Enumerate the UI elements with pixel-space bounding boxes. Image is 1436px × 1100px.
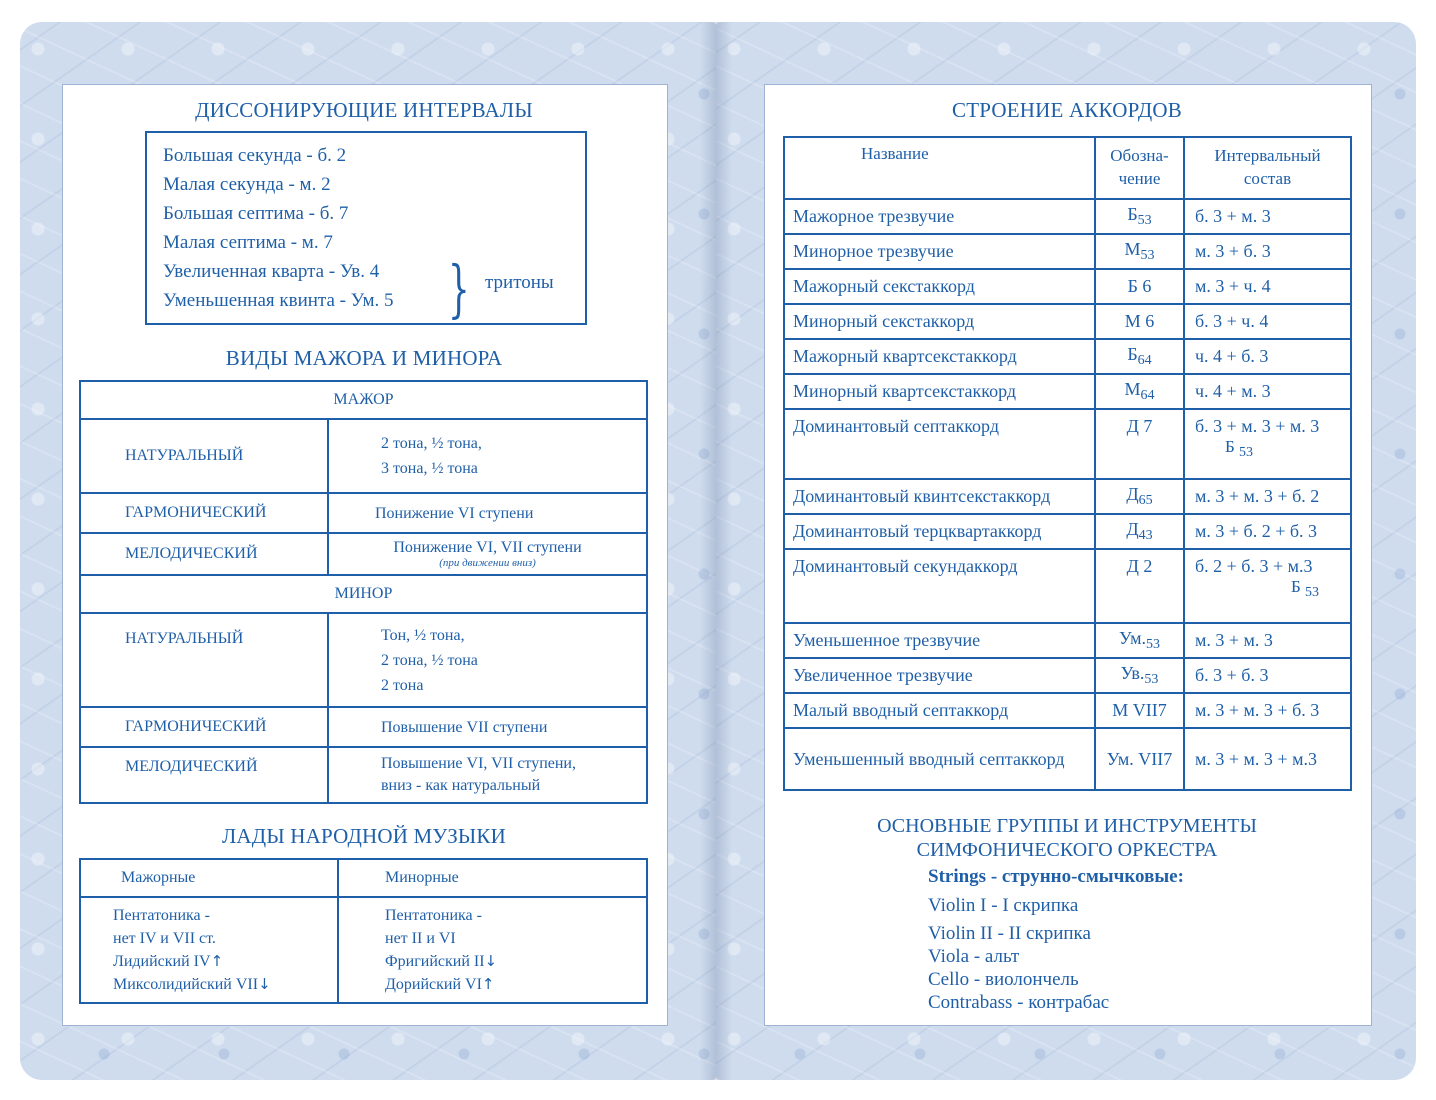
chord-name: Доминантовый терцквартаккорд bbox=[784, 514, 1095, 549]
dissonant-intervals-box bbox=[145, 131, 587, 325]
chord-symbol-figures: 65 bbox=[1138, 493, 1153, 508]
chord-symbol: М 6 bbox=[1095, 304, 1184, 339]
chord-symbol: $М_{64}$ bbox=[1095, 374, 1184, 409]
chord-row bbox=[784, 658, 1351, 693]
minor-section-header: МИНОР bbox=[80, 575, 647, 613]
chord-sub-triad: Б $_{53}$ bbox=[1291, 577, 1320, 600]
major-harmonic-label: ГАРМОНИЧЕСКИЙ bbox=[80, 493, 328, 533]
minor-natural-line: Тон, ½ тона, bbox=[381, 626, 465, 644]
major-minor-table bbox=[79, 380, 648, 804]
chord-composition: б. 3 + б. 3 bbox=[1184, 658, 1351, 693]
folk-major-cell bbox=[80, 897, 338, 1003]
chord-composition: м. 3 + б. 3 bbox=[1184, 234, 1351, 269]
chord-name: Уменьшенный вводный септаккорд bbox=[784, 728, 1095, 790]
folk-major-header: Мажорные bbox=[80, 859, 338, 897]
major-natural-line: 3 тона, ½ тона bbox=[381, 460, 478, 477]
interval-row: Уменьшенная квинта - Ум. 5 bbox=[163, 290, 394, 311]
instrument-item: Violin I - I скрипка bbox=[928, 895, 1079, 916]
chord-name: Увеличенное трезвучие bbox=[784, 658, 1095, 693]
chord-name: Минорный квартсекстаккорд bbox=[784, 374, 1095, 409]
arrow-up-icon: ↑ bbox=[481, 975, 495, 993]
folk-major-line: Пентатоника - bbox=[113, 907, 210, 924]
minor-natural-line: 2 тона bbox=[381, 676, 424, 694]
major-natural-desc bbox=[328, 419, 647, 493]
chord-name: Мажорное трезвучие bbox=[784, 199, 1095, 234]
chord-composition: м. 3 + м. 3 + м.3 bbox=[1184, 728, 1351, 790]
chord-row bbox=[784, 234, 1351, 269]
chord-symbol: $Б_{53}$ bbox=[1095, 199, 1184, 234]
chord-name: Мажорный секстаккорд bbox=[784, 269, 1095, 304]
major-section-header: МАЖОР bbox=[80, 381, 647, 419]
major-natural-line: 2 тона, ½ тона, bbox=[381, 435, 482, 452]
instrument-item: Contrabass - контрабас bbox=[928, 992, 1110, 1013]
chord-row bbox=[784, 269, 1351, 304]
instrument-item: Viola - альт bbox=[928, 946, 1020, 967]
chords-table bbox=[783, 136, 1352, 791]
chord-composition: б. 3 + м. 3 bbox=[1184, 199, 1351, 234]
chord-symbol: Д 2 bbox=[1095, 549, 1184, 623]
folk-minor-cell bbox=[338, 897, 647, 1003]
header-symbol: Обозна- чение bbox=[1095, 137, 1184, 199]
chord-name: Доминантовый квинтсекстаккорд bbox=[784, 479, 1095, 514]
minor-harmonic-desc: Повышение VII ступени bbox=[328, 707, 647, 747]
folk-minor-line: нет II и VI bbox=[385, 930, 456, 947]
chord-row bbox=[784, 623, 1351, 658]
chord-row bbox=[784, 304, 1351, 339]
folk-major-line: Лидийский IV↑ bbox=[113, 952, 224, 970]
chord-composition: б. 3 + м. 3 + м. 3 Б $_{53}$ bbox=[1184, 409, 1351, 479]
book-spine bbox=[700, 22, 732, 1080]
folk-minor-line: Пентатоника - bbox=[385, 907, 482, 924]
header-name: Название bbox=[784, 137, 1095, 199]
instrument-item: Cello - виолончель bbox=[928, 969, 1079, 990]
chord-name: Мажорный квартсекстаккорд bbox=[784, 339, 1095, 374]
arrow-down-icon: ↓ bbox=[484, 952, 498, 970]
chord-symbol-figures: 43 bbox=[1138, 528, 1153, 543]
major-harmonic-desc: Понижение VI ступени bbox=[328, 493, 647, 533]
chord-composition: б. 3 + ч. 4 bbox=[1184, 304, 1351, 339]
chord-symbol: $Д_{43}$ bbox=[1095, 514, 1184, 549]
chord-composition: м. 3 + б. 2 + б. 3 bbox=[1184, 514, 1351, 549]
orchestra-title-line1: ОСНОВНЫЕ ГРУППЫ И ИНСТРУМЕНТЫ bbox=[877, 815, 1257, 837]
folk-modes-title: ЛАДЫ НАРОДНОЙ МУЗЫКИ bbox=[221, 824, 507, 848]
dissonant-intervals-title: ДИССОНИРУЮЩИЕ ИНТЕРВАЛЫ bbox=[195, 98, 533, 122]
chord-symbol: $Б_{64}$ bbox=[1095, 339, 1184, 374]
chord-row bbox=[784, 409, 1351, 479]
folk-minor-line: Дорийский VI↑ bbox=[385, 975, 495, 993]
chord-composition: м. 3 + м. 3 + б. 3 bbox=[1184, 693, 1351, 728]
chord-composition: ч. 4 + б. 3 bbox=[1184, 339, 1351, 374]
minor-natural-line: 2 тона, ½ тона bbox=[381, 651, 478, 669]
chord-name: Минорный секстаккорд bbox=[784, 304, 1095, 339]
chord-symbol: Д 7 bbox=[1095, 409, 1184, 479]
folk-minor-line: Фригийский II↓ bbox=[385, 952, 498, 970]
chord-symbol-figures: 53 bbox=[1144, 672, 1159, 687]
chord-symbol: $Д_{65}$ bbox=[1095, 479, 1184, 514]
strings-group-label: Strings - струнно-смычковые: bbox=[928, 866, 1184, 887]
chord-symbol-figures: 64 bbox=[1140, 388, 1155, 403]
major-natural-label: НАТУРАЛЬНЫЙ bbox=[80, 419, 328, 493]
folk-major-line: нет IV и VII ст. bbox=[113, 930, 216, 947]
folk-modes-table bbox=[79, 858, 648, 1004]
minor-melodic-desc bbox=[328, 747, 647, 803]
minor-harmonic-label: ГАРМОНИЧЕСКИЙ bbox=[80, 707, 328, 747]
chord-row bbox=[784, 514, 1351, 549]
chord-symbol: $Ув._{53}$ bbox=[1095, 658, 1184, 693]
minor-natural-desc bbox=[328, 613, 647, 707]
arrow-down-icon: ↓ bbox=[258, 975, 271, 993]
chord-row bbox=[784, 479, 1351, 514]
chord-composition: б. 2 + б. 3 + м.3 Б $_{53}$ bbox=[1184, 549, 1351, 623]
chord-symbol: $Ум._{53}$ bbox=[1095, 623, 1184, 658]
major-melodic-note: (при движении вниз) bbox=[439, 557, 536, 569]
chord-symbol: $М_{53}$ bbox=[1095, 234, 1184, 269]
major-melodic-text: Понижение VI, VII ступени bbox=[393, 539, 582, 556]
folk-major-line: Миксолидийский VII↓ bbox=[113, 975, 271, 993]
interval-row: Малая септима - м. 7 bbox=[163, 232, 333, 253]
tritones-label: тритоны bbox=[485, 272, 554, 293]
minor-melodic-line: вниз - как натуральный bbox=[381, 777, 541, 794]
major-melodic-label: МЕЛОДИЧЕСКИЙ bbox=[80, 533, 328, 575]
modes-title: ВИДЫ МАЖОРА И МИНОРА bbox=[225, 346, 503, 370]
folk-minor-header: Минорные bbox=[338, 859, 647, 897]
chord-row bbox=[784, 693, 1351, 728]
arrow-up-icon: ↑ bbox=[210, 952, 224, 970]
interval-row: Увеличенная кварта - Ув. 4 bbox=[163, 261, 380, 282]
orchestra-title-line2: СИМФОНИЧЕСКОГО ОРКЕСТРА bbox=[916, 839, 1218, 861]
chord-name: Малый вводный септаккорд bbox=[784, 693, 1095, 728]
chord-composition: м. 3 + ч. 4 bbox=[1184, 269, 1351, 304]
chord-symbol: М VII7 bbox=[1095, 693, 1184, 728]
chord-name: Уменьшенное трезвучие bbox=[784, 623, 1095, 658]
minor-melodic-label: МЕЛОДИЧЕСКИЙ bbox=[80, 747, 328, 803]
header-composition: Интервальный состав bbox=[1184, 137, 1351, 199]
chord-symbol-figures: 64 bbox=[1137, 353, 1152, 368]
chord-symbol: Ум. VII7 bbox=[1095, 728, 1184, 790]
tritone-brace: } bbox=[448, 252, 470, 325]
chord-row bbox=[784, 199, 1351, 234]
chord-symbol: Б 6 bbox=[1095, 269, 1184, 304]
chord-sub-triad: Б $_{53}$ bbox=[1225, 437, 1254, 460]
chords-title: СТРОЕНИЕ АККОРДОВ bbox=[952, 98, 1182, 122]
chord-composition: ч. 4 + м. 3 bbox=[1184, 374, 1351, 409]
minor-melodic-line: Повышение VI, VII ступени, bbox=[381, 755, 576, 772]
chord-composition: м. 3 + м. 3 + б. 2 bbox=[1184, 479, 1351, 514]
chord-name: Минорное трезвучие bbox=[784, 234, 1095, 269]
chord-symbol-figures: 53 bbox=[1137, 213, 1152, 228]
chord-row bbox=[784, 374, 1351, 409]
chord-composition: м. 3 + м. 3 bbox=[1184, 623, 1351, 658]
minor-natural-label: НАТУРАЛЬНЫЙ bbox=[80, 613, 328, 707]
interval-row: Большая септима - б. 7 bbox=[163, 203, 349, 224]
chord-symbol-figures: 53 bbox=[1140, 248, 1155, 263]
interval-row: Малая секунда - м. 2 bbox=[163, 174, 331, 195]
interval-row: Большая секунда - б. 2 bbox=[163, 145, 347, 166]
chord-row bbox=[784, 728, 1351, 790]
chord-row bbox=[784, 339, 1351, 374]
chord-name: Доминантовый септаккорд bbox=[784, 409, 1095, 479]
instrument-item: Violin II - II скрипка bbox=[928, 923, 1091, 944]
chord-name: Доминантовый секундаккорд bbox=[784, 549, 1095, 623]
chord-symbol-figures: 53 bbox=[1146, 637, 1161, 652]
chord-row bbox=[784, 549, 1351, 623]
major-melodic-desc bbox=[328, 533, 647, 575]
